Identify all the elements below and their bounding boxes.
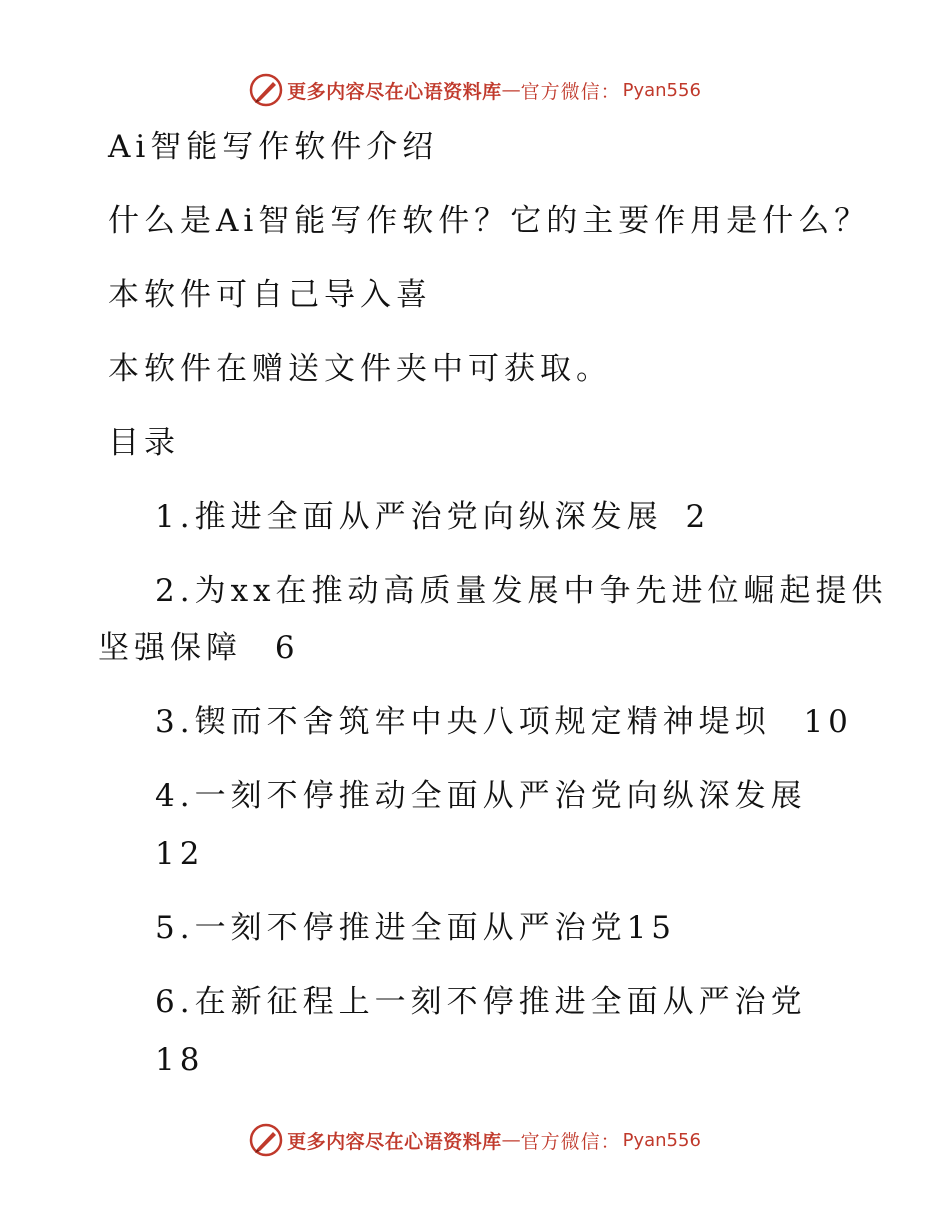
- document-title: Ai智能写作软件介绍: [108, 129, 439, 165]
- intro-line-import: 本软件可自己导入喜: [108, 277, 432, 313]
- quill-pen-logo-icon: [249, 1123, 283, 1157]
- toc-item-6-page-line[interactable]: [155, 1040, 204, 1080]
- toc-item-2[interactable]: [155, 571, 888, 611]
- footer-watermark: [0, 1120, 950, 1160]
- toc-item-3[interactable]: [155, 702, 853, 742]
- toc-item-page: 10: [803, 704, 853, 740]
- toc-item-5[interactable]: [155, 908, 676, 948]
- toc-item-label: 4.一刻不停推动全面从严治党向纵深发展: [155, 778, 807, 814]
- toc-item-4-page-line[interactable]: [155, 834, 204, 874]
- watermark-separator: —: [501, 1129, 521, 1151]
- header-watermark: [0, 70, 950, 110]
- toc-item-label: 3.锲而不舍筑牢中央八项规定精神堤坝: [155, 704, 771, 740]
- watermark-sub-text: 官方微信：: [520, 1130, 621, 1153]
- toc-item-page: 6: [274, 630, 300, 666]
- toc-item-4[interactable]: [155, 776, 807, 816]
- intro-line-folder: 本软件在赠送文件夹中可获取。: [108, 351, 612, 387]
- toc-item-label-cont: 坚强保障: [98, 630, 242, 666]
- toc-item-label: 2.为xx在推动高质量发展中争先进位崛起提供: [155, 573, 888, 609]
- toc-item-2-continuation[interactable]: [98, 628, 300, 668]
- watermark-separator: —: [501, 79, 521, 101]
- watermark-main-text: 更多内容尽在心语资料库: [287, 80, 502, 103]
- toc-item-1[interactable]: [155, 497, 710, 537]
- toc-item-label: 5.一刻不停推进全面从严治党: [155, 910, 627, 946]
- toc-item-page: 2: [685, 499, 711, 535]
- toc-item-page: 15: [626, 910, 677, 946]
- toc-item-page: 12: [155, 836, 205, 872]
- toc-item-page: 18: [155, 1042, 205, 1078]
- watermark-wechat-id: Pyan556: [622, 1129, 701, 1151]
- toc-heading: 目录: [108, 425, 180, 461]
- toc-item-label: 1.推进全面从严治党向纵深发展: [155, 499, 663, 535]
- toc-item-6[interactable]: [155, 982, 807, 1022]
- watermark-sub-text: 官方微信：: [520, 80, 621, 103]
- watermark-wechat-id: Pyan556: [622, 79, 701, 101]
- quill-pen-logo-icon: [249, 73, 283, 107]
- intro-question: 什么是Ai智能写作软件？它的主要作用是什么？: [108, 203, 871, 239]
- toc-item-label: 6.在新征程上一刻不停推进全面从严治党: [155, 984, 807, 1020]
- watermark-main-text: 更多内容尽在心语资料库: [287, 1130, 502, 1153]
